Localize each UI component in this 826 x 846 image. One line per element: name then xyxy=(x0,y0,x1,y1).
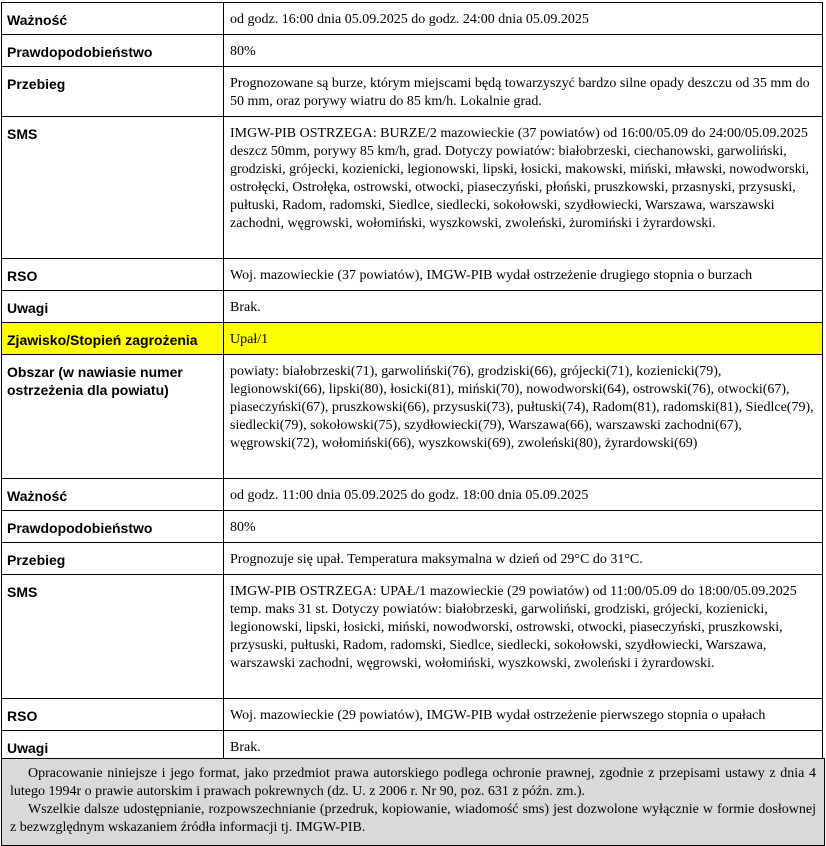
value-uwagi-2: Brak. xyxy=(224,731,823,763)
label-obszar: Obszar (w nawiasie numer ostrzeżenia dla powiatu) xyxy=(2,355,224,479)
label-prawdopodobienstwo: Prawdopodobieństwo xyxy=(2,35,224,67)
label-sms: SMS xyxy=(2,117,224,259)
row-rso xyxy=(2,259,823,291)
row-waznosc xyxy=(2,3,823,35)
value-przebieg-2: Prognozuje się upał. Temperatura maksymalna w dzień od 29°C do 31°C. xyxy=(224,543,823,575)
row-sms-2 xyxy=(2,575,823,699)
label-przebieg: Przebieg xyxy=(2,67,224,117)
value-uwagi: Brak. xyxy=(224,291,823,323)
label-rso-2: RSO xyxy=(2,699,224,731)
row-przebieg-2 xyxy=(2,543,823,575)
label-przebieg-2: Przebieg xyxy=(2,543,224,575)
label-uwagi: Uwagi xyxy=(2,291,224,323)
copyright-notice xyxy=(1,758,825,846)
label-uwagi-2: Uwagi xyxy=(2,731,224,763)
warning-table xyxy=(1,2,823,763)
value-sms-2: IMGW-PIB OSTRZEGA: UPAŁ/1 mazowieckie (29 powiatów) od 11:00/05.09 do 18:00/05.09.2025 temp. maks 31 st. Dotyczy powiatów: białobrzeski, garwoliński, grodziski, grójecki, kozienicki, legionowski, lipski, łosicki, miński, nowodworski, ostrowski, otwocki, piaseczyński, pruszkowski, przysuski, pułtuski, Radom, radomski, Siedlce, siedlecki, sokołowski, szydłowiecki, Warszawa, warszawski zachodni, węgrowski, wołomiński, wyszkowski, zwoleński i żyrardowski. xyxy=(224,575,823,699)
label-waznosc-2: Ważność xyxy=(2,479,224,511)
value-przebieg: Prognozowane są burze, którym miejscami będą towarzyszyć bardzo silne opady deszczu od 35 mm do 50 mm, oraz porywy wiatru do 85 km/h. Lokalnie grad. xyxy=(224,67,823,117)
value-rso-2: Woj. mazowieckie (29 powiatów), IMGW-PIB wydał ostrzeżenie pierwszego stopnia o upałach xyxy=(224,699,823,731)
value-waznosc: od godz. 16:00 dnia 05.09.2025 do godz. 24:00 dnia 05.09.2025 xyxy=(224,3,823,35)
notice-paragraph-2: Wszelkie dalsze udostępnianie, rozpowszechnianie (przedruk, kopiowanie, wiadomość sms) jest dozwolone wyłącznie w formie dosłownej z bezwzględnym wskazaniem źródła informacji tj. IMGW-PIB. xyxy=(10,802,816,835)
notice-paragraph-1: Opracowanie niniejsze i jego format, jako przedmiot prawa autorskiego podlega ochronie prawnej, zgodnie z przepisami ustawy z dnia 4 lutego 1994r o prawie autorskim i prawach pokrewnych (dz. U. z 2006 r. Nr 90, poz. 631 z późn. zm.). xyxy=(10,766,816,799)
label-sms-2: SMS xyxy=(2,575,224,699)
row-prawdopodobienstwo-2 xyxy=(2,511,823,543)
row-obszar xyxy=(2,355,823,479)
value-zjawisko: Upał/1 xyxy=(224,323,823,355)
label-rso: RSO xyxy=(2,259,224,291)
value-waznosc-2: od godz. 11:00 dnia 05.09.2025 do godz. 18:00 dnia 05.09.2025 xyxy=(224,479,823,511)
row-prawdopodobienstwo xyxy=(2,35,823,67)
value-obszar: powiaty: białobrzeski(71), garwoliński(76), grodziski(66), grójecki(71), kozienicki(79), legionowski(66), lipski(80), łosicki(81), miński(70), nowodworski(64), ostrowski(76), otwocki(67), piaseczyński(67), pruszkowski(66), przysuski(73), pułtuski(74), Radom(81), radomski(81), Siedlce(79), siedlecki(79), sokołowski(75), szydłowiecki(79), Warszawa(66), warszawski zachodni(67), węgrowski(72), wołomiński(66), wyszkowski(69), zwoleński(80), żyrardowski(69) xyxy=(224,355,823,479)
row-waznosc-2 xyxy=(2,479,823,511)
label-zjawisko: Zjawisko/Stopień zagrożenia xyxy=(2,323,224,355)
row-uwagi xyxy=(2,291,823,323)
value-rso: Woj. mazowieckie (37 powiatów), IMGW-PIB wydał ostrzeżenie drugiego stopnia o burzach xyxy=(224,259,823,291)
value-sms: IMGW-PIB OSTRZEGA: BURZE/2 mazowieckie (37 powiatów) od 16:00/05.09 do 24:00/05.09.2025 deszcz 50mm, porywy 85 km/h, grad. Dotyczy powiatów: białobrzeski, ciechanowski, garwoliński, grodziski, grójecki, kozienicki, legionowski, lipski, łosicki, makowski, miński, mławski, nowodworski, ostrołęcki, Ostrołęka, ostrowski, otwocki, piaseczyński, płoński, pruszkowski, przasnyski, przysuski, pułtuski, Radom, radomski, Siedlce, siedlecki, sokołowski, szydłowiecki, Warszawa, warszawski zachodni, węgrowski, wołomiński, wyszkowski, zwoleński, żuromiński i żyrardowski. xyxy=(224,117,823,259)
label-waznosc: Ważność xyxy=(2,3,224,35)
label-prawdopodobienstwo-2: Prawdopodobieństwo xyxy=(2,511,224,543)
value-prawdopodobienstwo-2: 80% xyxy=(224,511,823,543)
value-prawdopodobienstwo: 80% xyxy=(224,35,823,67)
row-sms xyxy=(2,117,823,259)
row-rso-2 xyxy=(2,699,823,731)
row-zjawisko xyxy=(2,323,823,355)
row-przebieg xyxy=(2,67,823,117)
